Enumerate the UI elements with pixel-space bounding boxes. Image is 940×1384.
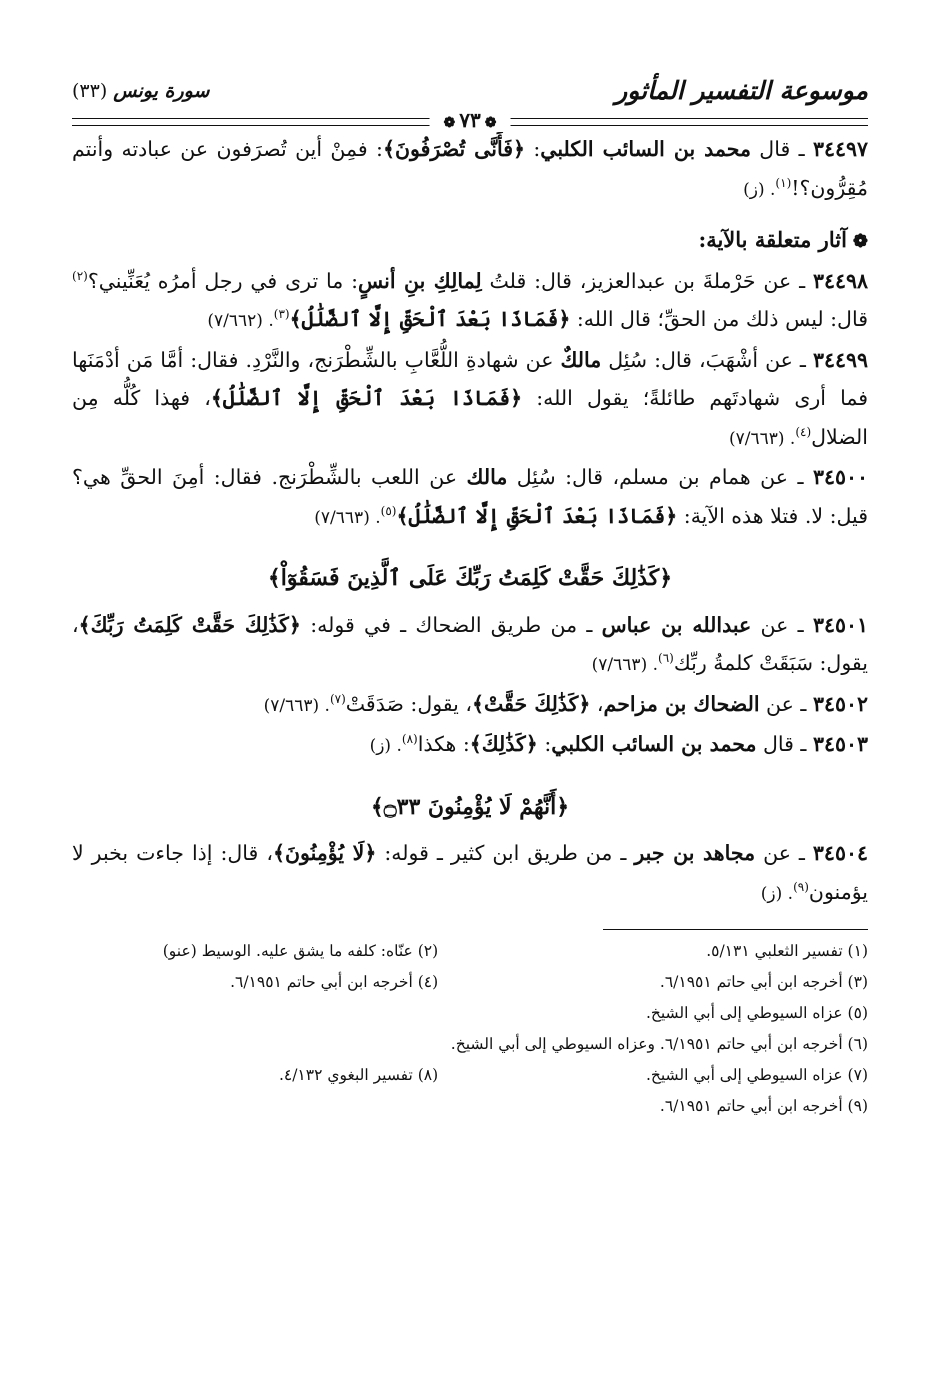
narrator-name: مجاهد بن جبر: [634, 841, 756, 865]
entry-34503: [72, 725, 868, 766]
footnote-9: (٩) أخرجه ابن أبي حاتم ٦/١٩٥١.: [659, 1097, 868, 1115]
quran-quote: ﴿فَمَاذَا بَعْدَ ٱلْحَقِّ إِلَّا ٱلضَّلَٰلُ﴾: [289, 307, 571, 331]
entry-34500: [72, 458, 868, 537]
entry-text: عن اللعب بالشِّطْرَنج. فقال: أمِنَ الحقِّ هي؟ قيل: لا. فتلا هذه الآية:: [72, 465, 868, 528]
surah-name: سورة يونس: [113, 80, 210, 102]
footnote-7: (٧) عزاه السيوطي إلى أبي الشيخ.: [645, 1066, 868, 1084]
entry-text: ـ عن: [759, 691, 813, 716]
footnote-marker: (٩): [793, 879, 809, 894]
reference: . (٧/٦٦٣): [263, 695, 330, 716]
entry-34502: [72, 685, 868, 726]
quran-quote: ﴿كَذَٰلِكَ حَقَّتْ كَلِمَتُ رَبِّكَ﴾: [78, 612, 301, 637]
footnote-rule: [603, 929, 868, 930]
verse-heading: ﴿أَنَّهُمْ لَا يُؤْمِنُونَ ۝٣٣﴾: [370, 793, 570, 820]
entry-text: ،: [590, 691, 604, 716]
entry-number: ٣٤٥٠٣: [812, 732, 868, 756]
entry-34504: [72, 834, 868, 913]
footnote-marker: (٢): [72, 268, 88, 283]
entry-text: ـ عن: [751, 612, 813, 637]
quran-quote: ﴿كَذَٰلِكَ﴾: [469, 732, 538, 756]
footnote-8: (٨) تفسير البغوي ٤/١٣٢.: [278, 1066, 439, 1084]
footnote-marker: (١): [775, 175, 792, 190]
reference: . (٧/٦٦٣): [314, 507, 381, 528]
reference: . (٧/٦٦٣): [591, 655, 659, 675]
main-text: [72, 130, 868, 913]
reference: . (٧/٦٦٢): [207, 311, 274, 331]
entry-number: ٣٤٤٩٧: [812, 137, 868, 161]
entry-34498: [72, 262, 868, 341]
quran-quote: ﴿فَأَنَّى تُصْرَفُونَ﴾: [382, 137, 526, 161]
footnote-marker: (٦): [658, 651, 674, 666]
entry-text: :: [525, 137, 541, 161]
entry-text: : فمِنْ أين تُصرَفون عن عبادته وأنتم مُقِرُّون؟!: [72, 137, 868, 200]
reference: . (ز): [760, 883, 794, 904]
footnote-6: (٦) أخرجه ابن أبي حاتم ٦/١٩٥١. وعزاه السيوطي إلى أبي الشيخ.: [450, 1035, 868, 1053]
entry-text: ـ قال: [756, 732, 813, 756]
entry-text: :: [537, 732, 552, 756]
narrator-name: عبدالله بن عباس: [601, 612, 752, 637]
entry-text: ـ من طريق ابن كثير ـ قوله:: [376, 841, 635, 865]
narrator-name: مالكٌ: [560, 347, 602, 372]
entry-text: ـ عن همام بن مسلم، قال: سُئِل: [507, 465, 813, 489]
ornament-icon: ❁: [443, 115, 456, 131]
reference: . (٧/٦٦٣): [728, 428, 796, 449]
entry-text: : هكذا: [417, 732, 470, 756]
entry-text: ، يقول: صَدَقَتْ: [345, 691, 473, 716]
entry-number: ٣٤٥٠٠: [812, 465, 868, 489]
entry-text: عن شهادةِ اللُّعَّابِ بالشِّطْرَنج، والنَّرْدِ. فقال: أمَّا مَن أدْمَنَها فما أرى شهادتَهم طائلةً؛ يقول الله:: [72, 347, 868, 410]
narrator-name: الضحاك بن مزاحم: [603, 691, 760, 716]
reference: . (ز): [743, 179, 776, 200]
verse-number: (٣٣): [72, 80, 108, 102]
ornament-icon: ❁: [484, 115, 497, 131]
verse-heading: ﴿كَذَٰلِكَ حَقَّتْ كَلِمَتُ رَبِّكَ عَلَى ٱلَّذِينَ فَسَقُوٓاْ﴾: [267, 565, 673, 591]
entry-34497: [72, 130, 868, 209]
page-number: ٧٣: [459, 108, 481, 132]
entry-text: ـ عن حَرْملةَ بن عبدالعزيز، قال: قلتُ: [481, 268, 813, 293]
narrator-name: محمد بن السائب الكلبي: [551, 732, 757, 756]
section-title-text: آثار متعلقة بالآية:: [698, 227, 847, 252]
entry-number: ٣٤٤٩٨: [812, 268, 868, 293]
page-number-box: [430, 108, 511, 132]
page: [72, 70, 868, 1122]
reference: . (ز): [369, 736, 402, 756]
entry-text: ـ عن: [755, 841, 813, 865]
footnote-row: [72, 1060, 868, 1091]
footnotes: [72, 936, 868, 1122]
entry-number: ٣٤٤٩٩: [812, 347, 869, 372]
footnote-3: (٣) أخرجه ابن أبي حاتم ٦/١٩٥١.: [659, 973, 868, 991]
narrator-name: مالك: [466, 465, 508, 489]
surah-heading: [72, 80, 209, 102]
entry-number: ٣٤٥٠٢: [812, 691, 868, 716]
quran-quote: ﴿فَمَاذَا بَعْدَ ٱلْحَقِّ إِلَّا ٱلضَّلَٰلُ﴾: [210, 386, 523, 410]
footnote-marker: (٤): [795, 424, 812, 439]
flower-icon: ❁: [852, 231, 868, 252]
book-title: موسوعة التفسير المأثور: [615, 76, 868, 105]
entry-text: قال: ليس ذلك من الحقِّ؛ قال الله:: [570, 307, 868, 331]
footnote-5: (٥) عزاه السيوطي إلى أبي الشيخ.: [645, 1004, 868, 1022]
footnote-row: [72, 936, 868, 967]
quran-quote: ﴿فَمَاذَا بَعْدَ ٱلْحَقِّ إِلَّا ٱلضَّلَٰلُ﴾: [396, 503, 678, 528]
entry-text: ـ قال: [750, 137, 813, 161]
entry-34501: [72, 606, 868, 685]
narrator-name: لِمالِكِ بنِ أنسٍ: [358, 268, 482, 293]
quran-quote: ﴿لَا يُؤْمِنُونَ﴾: [272, 841, 377, 865]
entry-text: ، قال: إذا جاءت بخبر لا يؤمنون: [72, 841, 868, 904]
page-header: [72, 70, 868, 130]
entry-number: ٣٤٥٠٤: [812, 841, 868, 865]
footnote-1: (١) تفسير الثعلبي ٥/١٣١.: [706, 942, 868, 960]
entry-text: ، يقول: سَبَقَتْ كلمةُ ربِّك: [72, 612, 868, 675]
entry-text: ـ عن أشْهَبَ، قال: سُئِل: [601, 347, 813, 372]
footnote-marker: (٥): [380, 503, 397, 518]
entry-text: ، فهذا كُلُّه مِن الضلال: [72, 386, 868, 449]
footnote-2: (٢) عنّاه: كلفه ما يشق عليه. الوسيط (عنو): [162, 942, 439, 960]
footnote-marker: (٧): [329, 691, 346, 706]
entry-text: : ما ترى في رجل أمرُه يُعَنِّيني؟: [87, 268, 358, 293]
footnote-marker: (٣): [273, 307, 290, 322]
entry-text: ـ من طريق الضحاك ـ في قوله:: [300, 612, 602, 637]
quran-quote: ﴿كَذَٰلِكَ حَقَّتْ﴾: [472, 691, 591, 716]
section-title: [72, 221, 868, 262]
entry-number: ٣٤٥٠١: [812, 612, 868, 637]
footnote-row: [72, 967, 868, 998]
footnote-4: (٤) أخرجه ابن أبي حاتم ٦/١٩٥١.: [230, 973, 439, 991]
narrator-name: محمد بن السائب الكلبي: [540, 137, 751, 161]
entry-34499: [72, 341, 868, 459]
footnote-marker: (٨): [401, 732, 418, 747]
